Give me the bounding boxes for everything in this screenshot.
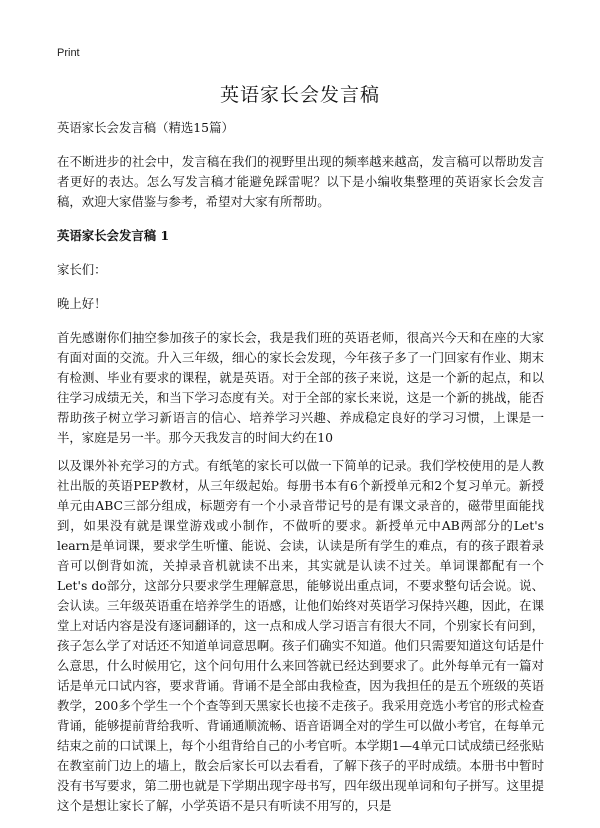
print-link[interactable]: Print	[57, 47, 80, 59]
body-paragraph-2: 以及课外补充学习的方式。有纸笔的家长可以做一下简单的记录。我们学校使用的是人教社出版的英语PEP教材，从三年级起始。每册书本有6个新授单元和2个复习单元。新授单元由ABC三部分组成，标题旁有一个小录音带记号的是有课文录音的，磁带里面能找到，如果没有就是课堂游戏或小制作，不做听的要求。新授单元中AB两部分的Let's learn是单词课，要求学生听懂、能说、会读，认读是所有学生的难点，有的孩子跟着录音可以倒背如流，关掉录音机就读不出来，其实就是认读不过关。单词课都配有一个Let's do部分，这部分只要求学生理解意思，能够说出重点词，不要求整句话会说。说、会认读。三年级英语重在培养学生的语感，让他们始终对英语学习保持兴趣，因此，在课堂上对话内容是没有逐词翻译的，这一点和成人学习语言有很大不同，个别家长有问到，孩子怎么学了对话还不知道单词意思啊。孩子们确实不知道。他们只需要知道这句话是什么意思，什么时候用它，这个问句用什么来回答就已经达到要求了。此外每单元有一篇对话是单元口试内容，要求背诵。背诵不是全部由我检查，因为我担任的是五个班级的英语教学，200多个学生一个个查等到天黑家长也接不走孩子。我采用竞选小考官的形式检查背诵，能够提前背给我听、背诵通顺流畅、语音语调全对的学生可以做小考官，在每单元结束之前的口试课上，每个小组背给自己的小考官听。本学期1—4单元口试成绩已经张贴在教室前门边上的墙上，散会后家长可以去看看，了解下孩子的平时成绩。本册书中暂时没有书写要求，第二册也就是下学期出现字母书写，四年级出现单词和句子拼写。这里提这个是想让家长了解，小学英语不是只有听读不用写的，只是	[57, 458, 544, 813]
greeting: 晚上好！	[57, 296, 107, 311]
intro-paragraph: 在不断进步的社会中，发言稿在我们的视野里出现的频率越来越高，发言稿可以帮助发言者更好的表达。怎么写发言稿才能避免踩雷呢？以下是小编收集整理的英语家长会发言稿，欢迎大家借鉴与参考，希望对大家有所帮助。	[57, 154, 544, 209]
salutation: 家长们：	[57, 262, 107, 277]
document-subtitle: 英语家长会发言稿（精选15篇）	[57, 120, 234, 135]
page-title: 英语家长会发言稿	[219, 84, 380, 106]
body-paragraph-1: 首先感谢你们抽空参加孩子的家长会，我是我们班的英语老师，很高兴今天和在座的大家有面对面的交流。升入三年级，细心的家长会发现，今年孩子多了一门回家有作业、期末有检测、毕业有要求的课程，就是英语。对于全部的孩子来说，这是一个新的起点，和以往学习成绩无关，和当下学习态度有关。对于全部的家长来说，这是一个新的挑战，能否帮助孩子树立学习新语言的信心、培养学习兴趣、养成稳定良好的学习习惯，上课是一半，家庭是另一半。那今天我发言的时间大约在10	[57, 330, 544, 445]
document-body	[57, 118, 544, 816]
section-heading: 英语家长会发言稿 1	[57, 228, 170, 243]
